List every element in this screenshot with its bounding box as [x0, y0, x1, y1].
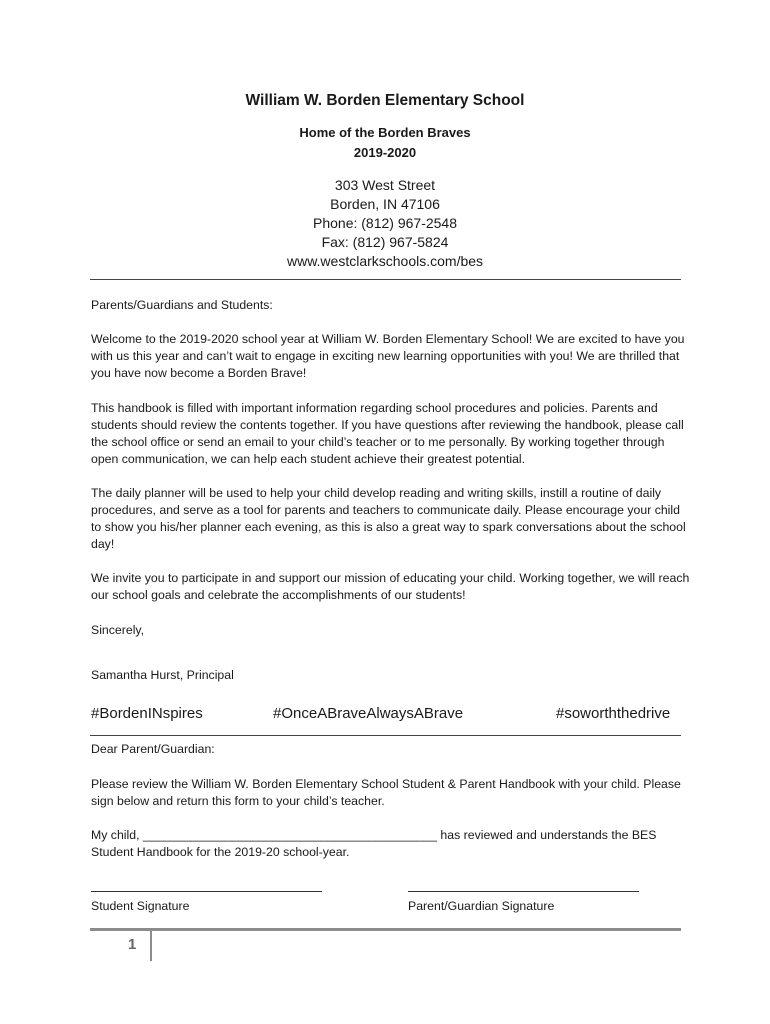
address-street: 303 West Street	[334, 177, 436, 193]
letter-paragraph-planner: The daily planner will be used to help your child develop reading and writing skills, instill a routine of daily procedures, and serve as a tool for parents and teachers to communicate daily. Please encourage your child to show you his/her planner each evening, as this is also a great way to spark conversations about the school day!	[91, 486, 686, 551]
phone-number: Phone: (812) 967-2548	[313, 215, 457, 231]
form-salutation: Dear Parent/Guardian:	[91, 742, 215, 756]
school-subtitle: Home of the Borden Braves	[299, 125, 471, 140]
form-statement: My child, ___________________________________________ has reviewed and understands the BES Student Handbook for the 2019-20 school-year.	[91, 828, 657, 859]
principal-signature: Samantha Hurst, Principal	[91, 668, 234, 682]
school-year: 2019-2020	[353, 145, 417, 160]
form-instructions: Please review the William W. Borden Elementary School Student & Parent Handbook with your child. Please sign below and return this form to your child’s teacher.	[91, 777, 681, 808]
page-number-divider	[150, 931, 152, 961]
hashtag-once-a-brave: #OnceABraveAlwaysABrave	[273, 705, 464, 722]
hashtag-borden-inspires: #BordenINspires	[91, 705, 203, 722]
page-number: 1	[128, 936, 137, 953]
letter-salutation: Parents/Guardians and Students:	[91, 298, 273, 312]
website-link[interactable]: www.westclarkschools.com/bes	[286, 253, 484, 269]
footer-bar	[90, 928, 681, 931]
fax-number: Fax: (812) 967-5824	[321, 234, 449, 250]
letter-paragraph-handbook: This handbook is filled with important information regarding school procedures and policies. Parents and students should review the contents together. If you have questions after reviewing the handbook, please call the school office or send an email to your child’s teacher or to me personally. By working together through open communication, we can help each student achieve their greatest potential.	[91, 401, 684, 466]
letter-closing: Sincerely,	[91, 623, 145, 637]
letter-paragraph-mission: We invite you to participate in and support our mission of educating your child. Working together, we will reach our school goals and celebrate the accomplishments of our students!	[91, 571, 690, 602]
address-city: Borden, IN 47106	[330, 196, 440, 212]
school-name: William W. Borden Elementary School	[245, 92, 525, 109]
header-divider	[90, 279, 681, 280]
letter-paragraph-welcome: Welcome to the 2019-2020 school year at William W. Borden Elementary School! We are excited to have you with us this year and can’t wait to engage in exciting new learning opportunities with you! We are thrilled that you have now become a Borden Brave!	[91, 332, 685, 380]
form-divider	[90, 735, 681, 736]
parent-signature-line[interactable]	[408, 891, 639, 892]
student-signature-label: Student Signature	[91, 899, 190, 913]
parent-signature-label: Parent/Guardian Signature	[408, 899, 555, 913]
student-signature-line[interactable]	[91, 891, 322, 892]
hashtag-so-worth-the-drive: #soworththedrive	[556, 705, 671, 722]
